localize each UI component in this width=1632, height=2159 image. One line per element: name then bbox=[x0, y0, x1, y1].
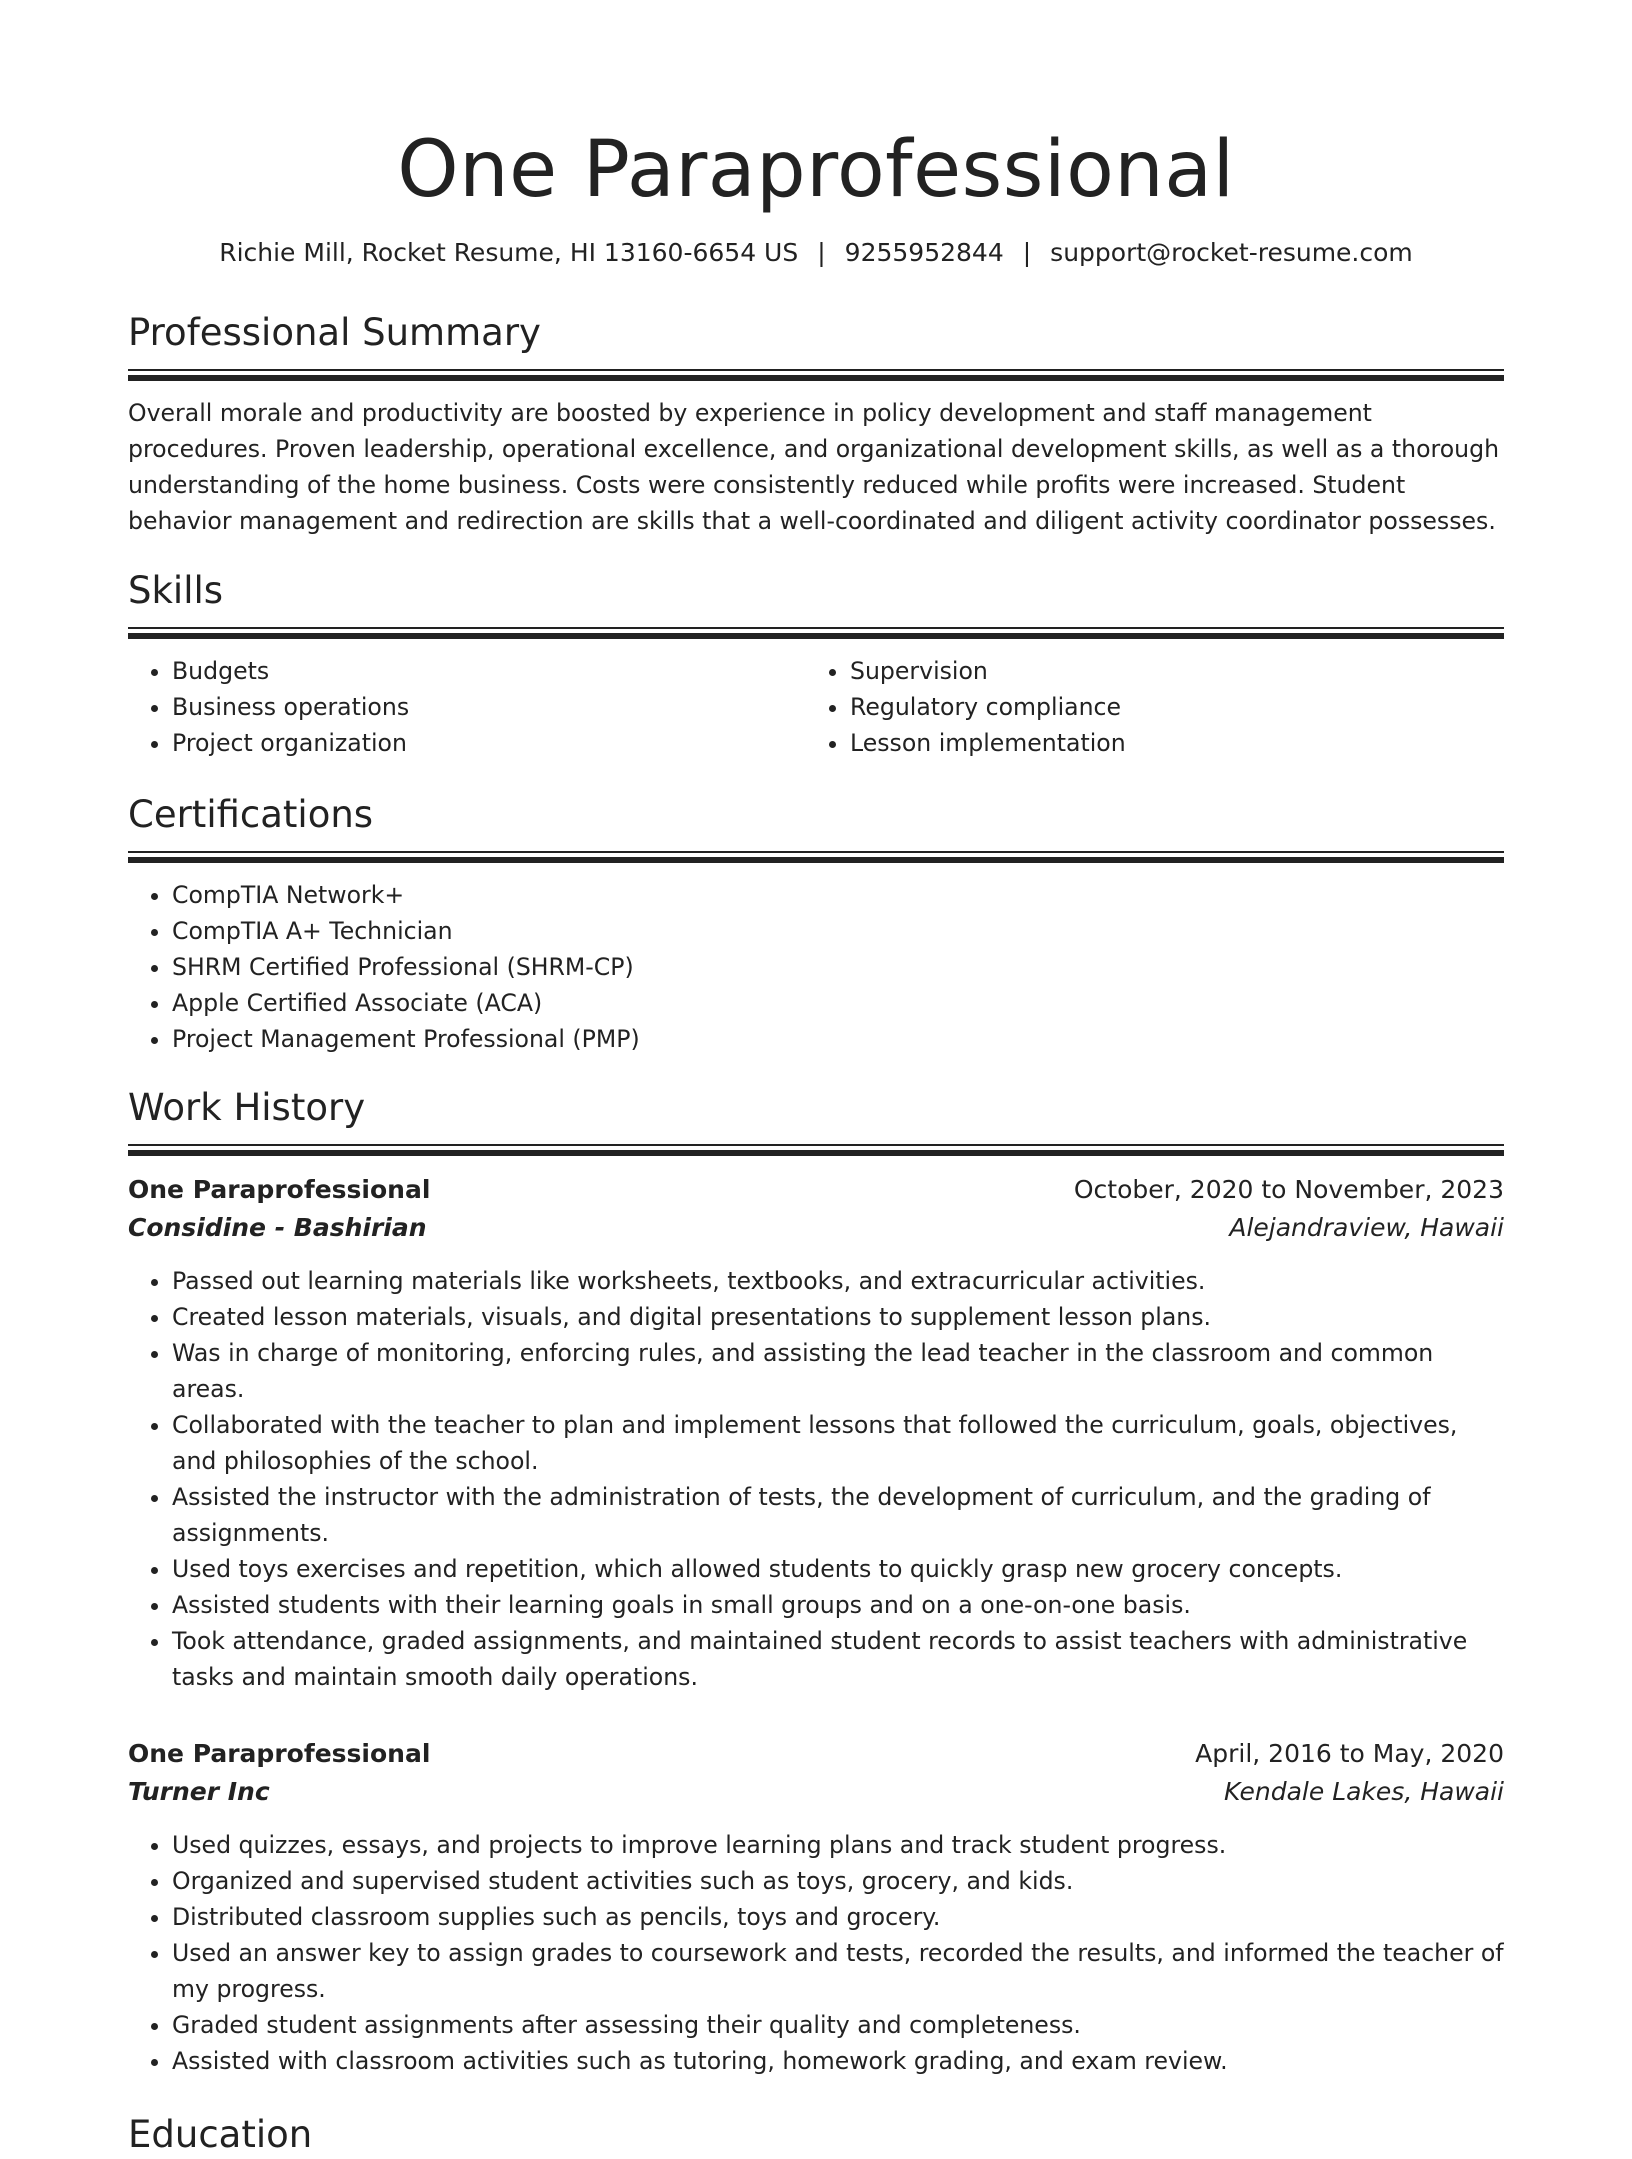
job-bullets bbox=[128, 1263, 1504, 1695]
contact-address: Richie Mill, Rocket Resume, HI 13160-6654 US bbox=[219, 238, 799, 267]
job-bullet: • Passed out learning materials like worksheets, textbooks, and extracurricular activities. bbox=[172, 1263, 1504, 1299]
job-subheader-row bbox=[128, 1773, 1504, 1811]
skills-section bbox=[128, 567, 1504, 761]
contact-email[interactable]: support@rocket-resume.com bbox=[1050, 238, 1413, 267]
section-title-work-history: Work History bbox=[128, 1086, 366, 1129]
job-header-row bbox=[128, 1171, 1504, 1209]
summary-section bbox=[128, 309, 1504, 539]
certification-item: • CompTIA A+ Technician bbox=[172, 913, 1504, 949]
job-bullet: • Used an answer key to assign grades to coursework and tests, recorded the results, and informed the teacher of my progress. bbox=[172, 1935, 1504, 2007]
job-bullet: • Used quizzes, essays, and projects to improve learning plans and track student progress. bbox=[172, 1827, 1504, 1863]
contact-line bbox=[128, 235, 1504, 271]
section-title-summary: Professional Summary bbox=[128, 311, 541, 354]
job-location: Alejandraview, Hawaii bbox=[1229, 1213, 1504, 1242]
skill-item: • Project organization bbox=[172, 725, 806, 761]
contact-separator: | bbox=[817, 238, 826, 267]
job-bullet: • Graded student assignments after assessing their quality and completeness. bbox=[172, 2007, 1504, 2043]
skill-item: • Business operations bbox=[172, 689, 806, 725]
job-bullet: • Was in charge of monitoring, enforcing rules, and assisting the lead teacher in the classroom and common areas. bbox=[172, 1335, 1504, 1407]
work-history-section bbox=[128, 1084, 1504, 2079]
skills-list-right bbox=[806, 653, 1484, 761]
certifications-section bbox=[128, 791, 1504, 1057]
certification-item: • SHRM Certified Professional (SHRM-CP) bbox=[172, 949, 1504, 985]
job-bullet: • Created lesson materials, visuals, and digital presentations to supplement lesson plans. bbox=[172, 1299, 1504, 1335]
section-divider bbox=[128, 369, 1504, 381]
section-title-skills: Skills bbox=[128, 569, 224, 612]
section-title-education: Education bbox=[128, 2113, 313, 2156]
skills-list-left bbox=[128, 653, 806, 761]
job-bullet: • Assisted students with their learning goals in small groups and on a one-on-one basis. bbox=[172, 1587, 1504, 1623]
job-company: Turner Inc bbox=[128, 1777, 270, 1806]
job-bullet: • Assisted with classroom activities such as tutoring, homework grading, and exam review. bbox=[172, 2043, 1504, 2079]
job-bullet: • Collaborated with the teacher to plan and implement lessons that followed the curriculum, goals, objectives, and philosophies of the school. bbox=[172, 1407, 1504, 1479]
resume-page bbox=[128, 0, 1504, 2159]
job-location: Kendale Lakes, Hawaii bbox=[1224, 1777, 1504, 1806]
job-entry bbox=[128, 1735, 1504, 2079]
section-divider bbox=[128, 627, 1504, 639]
job-subheader-row bbox=[128, 1209, 1504, 1247]
skill-item: • Regulatory compliance bbox=[850, 689, 1484, 725]
certification-item: • Apple Certified Associate (ACA) bbox=[172, 985, 1504, 1021]
contact-phone: 9255952844 bbox=[844, 238, 1004, 267]
job-entry bbox=[128, 1171, 1504, 1695]
certification-item: • Project Management Professional (PMP) bbox=[172, 1021, 1504, 1057]
summary-text: Overall morale and productivity are boosted by experience in policy development and staff management procedures. Proven leadership, operational excellence, and organizational development skills, as well as a thorough understanding of the home business. Costs were consistently reduced while profits were increased. Student behavior management and redirection are skills that a well-coordinated and diligent activity coordinator possesses. bbox=[128, 399, 1500, 535]
job-title: One Paraprofessional bbox=[128, 1739, 431, 1768]
skill-item: • Supervision bbox=[850, 653, 1484, 689]
skill-item: • Lesson implementation bbox=[850, 725, 1484, 761]
job-bullet: • Distributed classroom supplies such as pencils, toys and grocery. bbox=[172, 1899, 1504, 1935]
job-bullet: • Organized and supervised student activities such as toys, grocery, and kids. bbox=[172, 1863, 1504, 1899]
job-header-row bbox=[128, 1735, 1504, 1773]
contact-separator: | bbox=[1022, 238, 1032, 267]
certification-item: • CompTIA Network+ bbox=[172, 877, 1504, 913]
skills-grid bbox=[128, 653, 1504, 761]
job-bullet: • Took attendance, graded assignments, and maintained student records to assist teachers with administrative tasks and maintain smooth daily operations. bbox=[172, 1623, 1504, 1695]
education-section bbox=[128, 2111, 1504, 2159]
job-company: Considine - Bashirian bbox=[128, 1213, 427, 1242]
section-title-certifications: Certifications bbox=[128, 793, 374, 836]
resume-name: One Paraprofessional bbox=[397, 125, 1235, 215]
job-bullet: • Used toys exercises and repetition, which allowed students to quickly grasp new grocery concepts. bbox=[172, 1551, 1504, 1587]
job-bullet: • Assisted the instructor with the administration of tests, the development of curriculum, and the grading of assignments. bbox=[172, 1479, 1504, 1551]
skill-item: • Budgets bbox=[172, 653, 806, 689]
section-divider bbox=[128, 1144, 1504, 1156]
job-dates: October, 2020 to November, 2023 bbox=[1073, 1175, 1504, 1204]
job-title: One Paraprofessional bbox=[128, 1175, 431, 1204]
job-dates: April, 2016 to May, 2020 bbox=[1195, 1739, 1504, 1768]
certifications-list bbox=[128, 877, 1504, 1057]
section-divider bbox=[128, 851, 1504, 863]
job-bullets bbox=[128, 1827, 1504, 2079]
